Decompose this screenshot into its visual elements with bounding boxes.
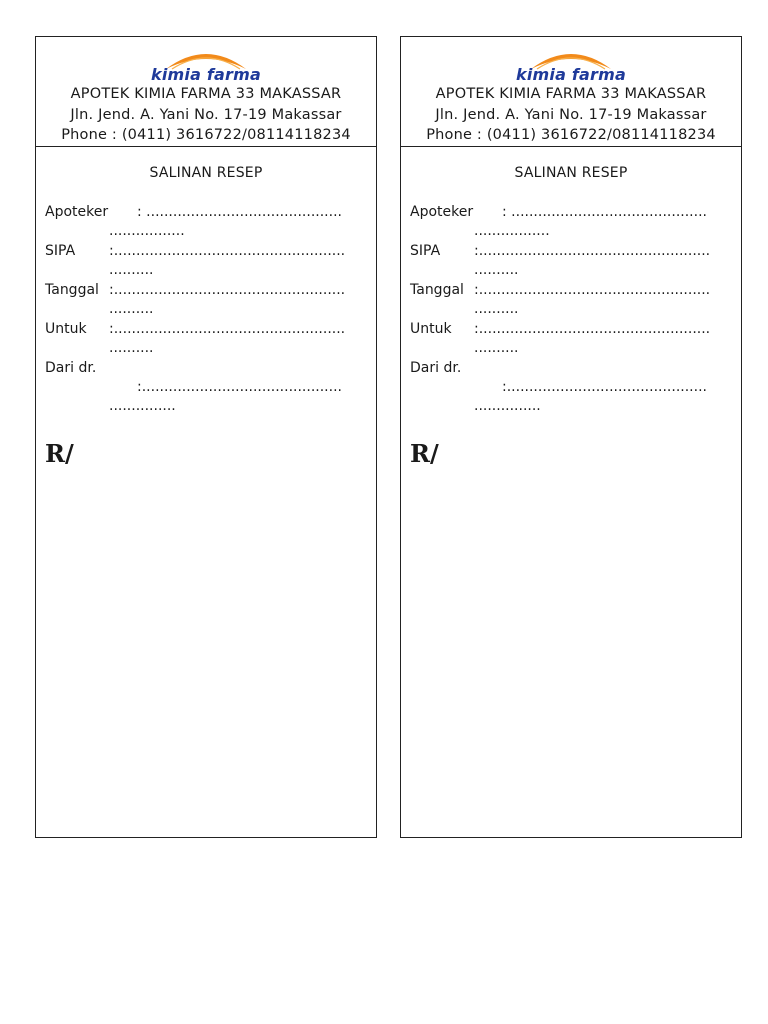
- field-value: :....................................................: [109, 243, 346, 259]
- field-value-continued: ...............: [474, 398, 541, 414]
- field-label: Apoteker: [410, 204, 474, 220]
- store-phone: Phone : (0411) 3616722/08114118234: [426, 127, 716, 143]
- store-phone: Phone : (0411) 3616722/08114118234: [61, 127, 351, 143]
- field-value: :.............................................: [137, 379, 342, 395]
- field-label: SIPA: [410, 243, 441, 259]
- field-value: : ............................................: [502, 204, 707, 220]
- store-address: Jln. Jend. A. Yani No. 17-19 Makassar: [70, 107, 342, 123]
- field-value: : ............................................: [137, 204, 342, 220]
- store-address: Jln. Jend. A. Yani No. 17-19 Makassar: [435, 107, 707, 123]
- field-label: Tanggal: [45, 282, 99, 298]
- field-value-continued: .................: [109, 223, 185, 239]
- field-label: Untuk: [410, 321, 452, 337]
- store-name: APOTEK KIMIA FARMA 33 MAKASSAR: [70, 86, 342, 102]
- field-value-continued: ..........: [474, 262, 519, 278]
- field-label: SIPA: [45, 243, 76, 259]
- field-value: :....................................................: [474, 321, 711, 337]
- card-header: [401, 37, 741, 147]
- field-value: :....................................................: [109, 321, 346, 337]
- field-value: :.............................................: [502, 379, 707, 395]
- brand-name: kimia farma: [151, 65, 261, 84]
- recipe-symbol: R/: [45, 439, 74, 468]
- field-value-continued: ..........: [109, 262, 154, 278]
- brand-name: kimia farma: [516, 65, 626, 84]
- field-value-continued: .................: [474, 223, 550, 239]
- document-title: SALINAN RESEP: [149, 165, 263, 181]
- field-label: Dari dr.: [410, 360, 462, 376]
- prescription-copy-right: [400, 36, 742, 838]
- field-value-continued: ..........: [109, 301, 154, 317]
- field-value-continued: ..........: [474, 340, 519, 356]
- field-label: Tanggal: [410, 282, 464, 298]
- card-header: [36, 37, 376, 147]
- field-value-continued: ..........: [474, 301, 519, 317]
- field-value-continued: ...............: [109, 398, 176, 414]
- document-title: SALINAN RESEP: [514, 165, 628, 181]
- field-label: Dari dr.: [45, 360, 97, 376]
- recipe-symbol: R/: [410, 439, 439, 468]
- store-name: APOTEK KIMIA FARMA 33 MAKASSAR: [435, 86, 707, 102]
- field-label: Apoteker: [45, 204, 109, 220]
- field-label: Untuk: [45, 321, 87, 337]
- field-value-continued: ..........: [109, 340, 154, 356]
- field-value: :....................................................: [474, 282, 711, 298]
- field-value: :....................................................: [109, 282, 346, 298]
- field-value: :....................................................: [474, 243, 711, 259]
- prescription-copy-left: [35, 36, 377, 838]
